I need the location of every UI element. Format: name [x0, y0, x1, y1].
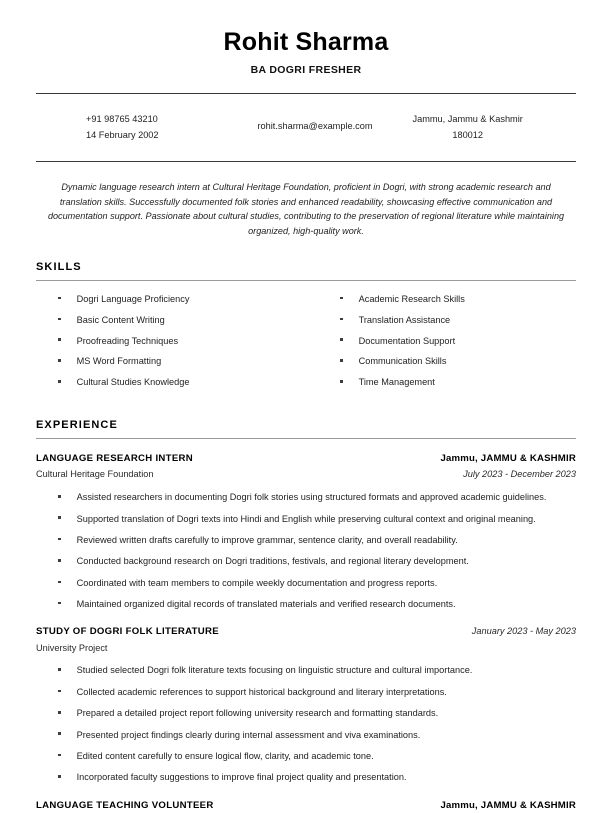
experience-entry-right: [472, 625, 576, 639]
resume-header: [36, 28, 576, 76]
header-divider: [36, 93, 576, 94]
job-bullet-text: Collected academic references to support historical background and literary interpretations.: [76, 686, 447, 697]
job-location: Jammu, JAMMU & KASHMIR: [440, 453, 576, 465]
contact-email: rohit.sharma@example.com: [257, 120, 373, 131]
job-bullet: [58, 598, 576, 611]
bullet-icon: [58, 516, 61, 519]
bullet-icon: [340, 359, 343, 362]
bullet-icon: [58, 495, 61, 498]
professional-summary: Dynamic language research intern at Cultural Heritage Foundation, proficient in Dogri, with strong academic research and translation skills. Successfully documented folk stories and enhanced readability, showcasing effective communication and documentation support. Passionate about cultural studies, contributing to the preservation of regional literature while maintaining organized, high-quality work.: [47, 181, 565, 237]
job-bullet: [58, 771, 576, 784]
experience-entry: [36, 625, 576, 784]
skills-section: [36, 261, 576, 397]
bullet-icon: [58, 338, 61, 341]
job-bullet: [58, 491, 576, 504]
contact-center-column: [239, 111, 392, 134]
job-title: STUDY OF DOGRI FOLK LITERATURE: [36, 626, 219, 638]
skill-label: Translation Assistance: [358, 314, 451, 325]
job-bullet: [58, 750, 576, 763]
bullet-icon: [340, 338, 343, 341]
job-title: LANGUAGE RESEARCH INTERN: [36, 453, 193, 465]
contact-location: Jammu, Jammu & Kashmir: [412, 113, 523, 124]
bullet-icon: [58, 754, 61, 757]
job-bullet-list: [36, 664, 576, 784]
bullet-icon: [340, 297, 343, 300]
employer-name: Cultural Heritage Foundation: [36, 469, 154, 480]
contact-left-column: [42, 111, 239, 143]
job-bullet-text: Assisted researchers in documenting Dogri folk stories using structured formats and approved academic guidelines.: [76, 492, 547, 503]
skills-section-divider: [36, 280, 576, 281]
bullet-icon: [58, 602, 61, 605]
bullet-icon: [58, 297, 61, 300]
bullet-icon: [340, 380, 343, 383]
skill-item: [340, 314, 576, 327]
job-bullet: [58, 577, 576, 590]
bullet-icon: [58, 318, 61, 321]
skill-label: Cultural Studies Knowledge: [76, 377, 190, 388]
skills-section-title: SKILLS: [36, 260, 82, 273]
job-bullet: [58, 707, 576, 720]
skill-label: Proofreading Techniques: [76, 335, 179, 346]
experience-entry-left: [36, 452, 193, 482]
contact-block: [36, 111, 576, 143]
bullet-icon: [58, 732, 61, 735]
skill-label: Basic Content Writing: [76, 314, 165, 325]
bullet-icon: [58, 359, 61, 362]
skill-item: [340, 335, 576, 348]
job-bullet-text: Supported translation of Dogri texts into Hindi and English while preserving cultural context and original meaning.: [76, 513, 536, 524]
contact-right-column: [391, 111, 570, 143]
experience-entry-header: [36, 625, 576, 655]
skill-item: [58, 335, 294, 348]
bullet-icon: [58, 775, 61, 778]
skill-label: Dogri Language Proficiency: [76, 293, 190, 304]
experience-entry-left: [36, 625, 219, 655]
job-bullet: [58, 534, 576, 547]
employer-name: University Project: [36, 642, 108, 653]
bullet-icon: [58, 581, 61, 584]
job-bullet: [58, 729, 576, 742]
bullet-icon: [58, 711, 61, 714]
bullet-icon: [58, 538, 61, 541]
skill-item: [340, 293, 576, 306]
bullet-icon: [340, 318, 343, 321]
experience-entry: [36, 799, 576, 813]
job-bullet-text: Edited content carefully to ensure logical flow, clarity, and academic tone.: [76, 750, 374, 761]
skill-label: Documentation Support: [358, 335, 456, 346]
bullet-icon: [58, 668, 61, 671]
experience-entry: [36, 452, 576, 611]
bullet-icon: [58, 559, 61, 562]
job-bullet-text: Coordinated with team members to compile weekly documentation and progress reports.: [76, 577, 438, 588]
skills-column-one: [36, 293, 294, 397]
skill-label: Academic Research Skills: [358, 293, 465, 304]
skill-item: [58, 355, 294, 368]
job-bullet-list: [36, 491, 576, 611]
job-bullet: [58, 555, 576, 568]
job-bullet-text: Maintained organized digital records of translated materials and verified research documents.: [76, 598, 456, 609]
contact-date-of-birth: 14 February 2002: [86, 129, 159, 140]
job-location: Jammu, JAMMU & KASHMIR: [440, 799, 576, 811]
job-dates: January 2023 - May 2023: [471, 626, 576, 637]
skill-label: MS Word Formatting: [76, 356, 162, 367]
experience-entry-header: [36, 799, 576, 813]
candidate-name: Rohit Sharma: [223, 28, 389, 56]
experience-section: [36, 419, 576, 813]
skills-columns: [36, 293, 576, 397]
contact-postal-code: 180012: [452, 129, 484, 140]
job-bullet-text: Presented project findings clearly during internal assessment and viva examinations.: [76, 729, 421, 740]
experience-entry-left: [36, 799, 214, 813]
skill-label: Communication Skills: [358, 356, 447, 367]
skills-column-two: [294, 293, 576, 397]
skill-item: [340, 355, 576, 368]
skill-label: Time Management: [358, 377, 435, 388]
job-bullet-text: Prepared a detailed project report following university research and formatting standards.: [76, 708, 439, 719]
skill-item: [58, 293, 294, 306]
job-dates: July 2023 - December 2023: [463, 469, 576, 480]
job-bullet-text: Reviewed written drafts carefully to improve grammar, sentence clarity, and overall readability.: [76, 534, 458, 545]
bullet-icon: [58, 690, 61, 693]
contact-divider: [36, 161, 576, 162]
job-bullet-text: Studied selected Dogri folk literature texts focusing on linguistic structure and cultural importance.: [76, 665, 473, 676]
job-bullet: [58, 513, 576, 526]
job-bullet: [58, 686, 576, 699]
experience-section-title: EXPERIENCE: [36, 419, 118, 432]
skill-item: [58, 376, 294, 389]
job-bullet: [58, 664, 576, 677]
experience-section-divider: [36, 438, 576, 439]
skill-item: [58, 314, 294, 327]
job-title: LANGUAGE TEACHING VOLUNTEER: [36, 799, 214, 811]
bullet-icon: [58, 380, 61, 383]
job-bullet-text: Incorporated faculty suggestions to improve final project quality and presentation.: [76, 772, 407, 783]
experience-entry-right: [440, 799, 576, 813]
contact-phone: +91 98765 43210: [86, 113, 158, 124]
job-bullet-text: Conducted background research on Dogri traditions, festivals, and regional literary development.: [76, 556, 469, 567]
experience-entry-header: [36, 452, 576, 482]
experience-entry-right: [440, 452, 576, 482]
candidate-headline: BA DOGRI FRESHER: [250, 63, 362, 76]
skill-item: [340, 376, 576, 389]
